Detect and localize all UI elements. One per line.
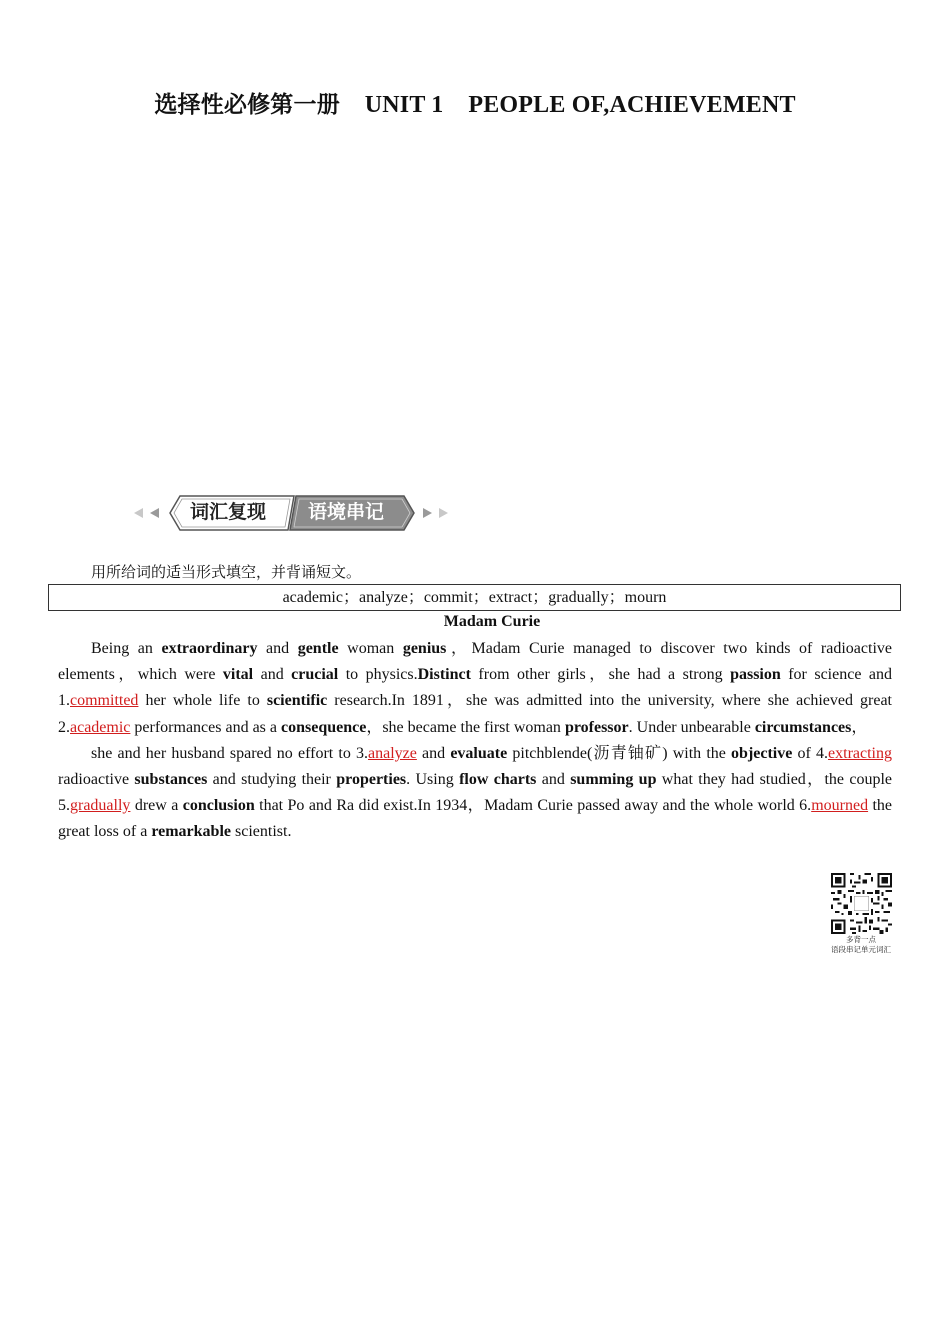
title-unit: UNIT 1 [364,92,444,118]
answer-1: committed [70,692,139,710]
word-bank: academic；analyze；commit；extract；gradually；mourn [48,584,901,611]
answer-5: gradually [70,797,131,815]
title-topic: PEOPLE OF,ACHIEVEMENT [468,92,796,118]
answer-4: extracting [828,744,892,762]
qr-caption-line1: 多背一点 [846,935,876,944]
passage-paragraph: she and her husband spared no effort to 3.analyze and evaluate pitchblende(沥青铀矿) with the objective of 4.extracting radioactive substances and studying their properties. Using flow charts and summing up what they had studied，the couple 5.gradually drew a conclusion that Po and Ra did exist.In 1934，Madam Curie passed away and the whole world 6.mourned the great loss of a remarkable scientist. [58,744,893,841]
qr-caption-line2: 语段串记单元词汇 [831,945,891,954]
passage [58,636,892,846]
qr-code-icon[interactable] [831,873,892,934]
answer-3: analyze [368,744,417,762]
passage-title: Madam Curie [443,613,541,630]
answer-2: academic [70,718,131,736]
answer-6: mourned [811,797,869,815]
banner-label-vocab-review: 词汇复现 [190,501,267,523]
page-title [0,86,950,119]
section-banner [132,494,450,532]
qr-caption [815,935,907,955]
exercise-instruction: 用所给词的适当形式填空，并背诵短文。 [91,563,362,581]
title-chinese: 选择性必修第一册 [154,92,340,118]
passage-paragraph: Being an extraordinary and gentle woman genius，Madam Curie managed to discover two kinds of radioactive elements，which were vital and crucial to physics.Distinct from other girls，she had a strong passion for science and 1.committed her whole life to scientific research.In 1891，she was admitted into the university, where she achieved great 2.academic performances and as a consequence，she became the first woman professor. Under unbearable circumstances， [58,640,892,736]
banner-label-context-memory: 语境串记 [308,501,385,523]
banner-shape-icon [132,494,450,532]
